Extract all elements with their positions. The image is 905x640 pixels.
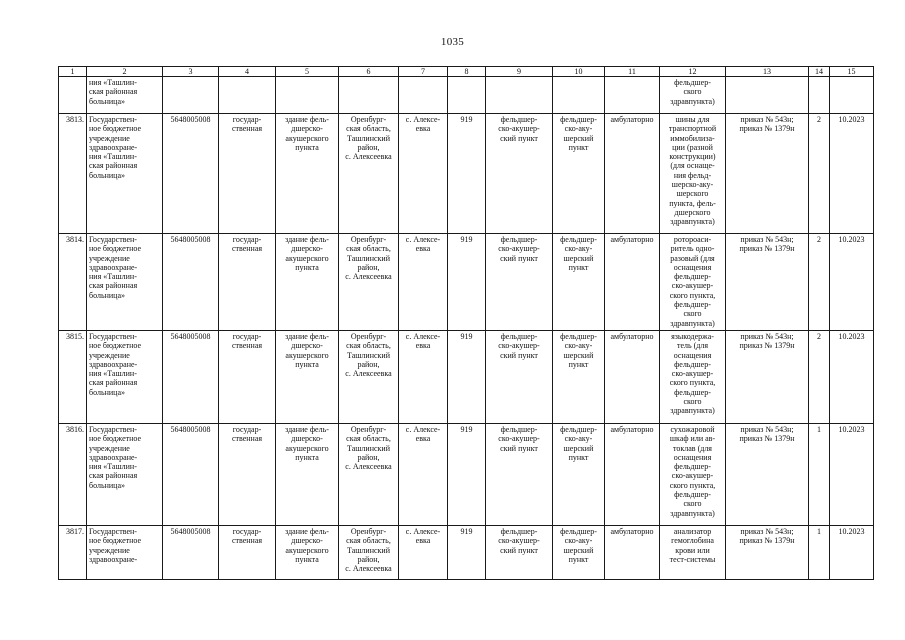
building-cell: здание фель- дшерско- акушерского пункта: [276, 331, 339, 424]
building-cell: здание фель- дшерско- акушерского пункта: [276, 424, 339, 526]
row-number: 3816.: [59, 424, 87, 526]
table-row: [59, 424, 874, 526]
settlement-cell: с. Алексе- евка: [399, 114, 448, 234]
settlement-cell: с. Алексе- евка: [399, 234, 448, 331]
settlement-cell: с. Алексе- евка: [399, 424, 448, 526]
date-cell: 10.2023: [830, 331, 874, 424]
settlement-cell: с. Алексе- евка: [399, 526, 448, 580]
column-number: 15: [830, 67, 874, 77]
quantity-cell: 1: [809, 526, 830, 580]
inn-cell: 5648005008: [163, 526, 219, 580]
ownership-cell: государ- ственная: [219, 234, 276, 331]
department-cell: фельдшер- ско-аку- шерский пункт: [553, 526, 605, 580]
row-number: 3813.: [59, 114, 87, 234]
column-number: 8: [448, 67, 486, 77]
column-number: 1: [59, 67, 87, 77]
row-number: 3814.: [59, 234, 87, 331]
address-cell: Оренбург- ская область, Ташлинский район, с. Алексеевка: [339, 114, 399, 234]
equipment-cell: ротороаси- ритель одно- разовый (для оснащения фельдшер- ско-акушер- ского пункта, фельдшер- ского здравпункта): [660, 234, 726, 331]
date-cell: 10.2023: [830, 526, 874, 580]
org-name-cell: ния «Ташлин- ская районная больница»: [87, 77, 163, 114]
ownership-cell: государ- ственная: [219, 424, 276, 526]
code-cell: 919: [448, 331, 486, 424]
quantity-cell: 1: [809, 424, 830, 526]
address-cell: Оренбург- ская область, Ташлинский район, с. Алексеевка: [339, 331, 399, 424]
column-number: 3: [163, 67, 219, 77]
table-row: [59, 331, 874, 424]
table-row: [59, 526, 874, 580]
column-number: 13: [726, 67, 809, 77]
quantity-cell: 2: [809, 331, 830, 424]
code-cell: 919: [448, 114, 486, 234]
row-number: 3817.: [59, 526, 87, 580]
date-cell: 10.2023: [830, 114, 874, 234]
equipment-cell: фельдшер- ского здравпункта): [660, 77, 726, 114]
org-name-cell: Государствен- ное бюджетное учреждение здравоохране- ния «Ташлин- ская районная больница»: [87, 331, 163, 424]
column-number: 2: [87, 67, 163, 77]
order-cell: приказ № 543н; приказ № 1379н: [726, 114, 809, 234]
building-cell: здание фель- дшерско- акушерского пункта: [276, 234, 339, 331]
building-cell: здание фель- дшерско- акушерского пункта: [276, 526, 339, 580]
org-name-cell: Государствен- ное бюджетное учреждение здравоохране- ния «Ташлин- ская районная больница»: [87, 114, 163, 234]
org-name-cell: Государствен- ное бюджетное учреждение здравоохране- ния «Ташлин- ская районная больница»: [87, 234, 163, 331]
unit-cell: фельдшер- ско-акушер- ский пункт: [486, 114, 553, 234]
equipment-cell: сухожаровой шкаф или ав- токлав (для оснащения фельдшер- ско-акушер- ского пункта, фельдшер- ского здравпункта): [660, 424, 726, 526]
date-cell: 10.2023: [830, 234, 874, 331]
continuation-row: [59, 77, 874, 114]
quantity-cell: 2: [809, 234, 830, 331]
care-type-cell: амбулаторно: [605, 331, 660, 424]
column-number-row: [59, 67, 874, 77]
date-cell: 10.2023: [830, 424, 874, 526]
address-cell: Оренбург- ская область, Ташлинский район, с. Алексеевка: [339, 526, 399, 580]
unit-cell: фельдшер- ско-акушер- ский пункт: [486, 331, 553, 424]
equipment-cell: шины для транспортной иммобилиза- ции (разной конструкции) (для оснаще- ния фельд- шерско-аку- шерского пункта, фель- дшерского здравпункта): [660, 114, 726, 234]
care-type-cell: амбулаторно: [605, 526, 660, 580]
column-number: 9: [486, 67, 553, 77]
department-cell: фельдшер- ско-аку- шерский пункт: [553, 331, 605, 424]
equipment-cell: языкодержа- тель (для оснащения фельдшер- ско-акушер- ского пункта, фельдшер- ского здравпункта): [660, 331, 726, 424]
department-cell: фельдшер- ско-аку- шерский пункт: [553, 424, 605, 526]
order-cell: приказ № 543н; приказ № 1379н: [726, 234, 809, 331]
column-number: 6: [339, 67, 399, 77]
inn-cell: 5648005008: [163, 234, 219, 331]
code-cell: 919: [448, 234, 486, 331]
column-number: 5: [276, 67, 339, 77]
code-cell: 919: [448, 526, 486, 580]
building-cell: здание фель- дшерско- акушерского пункта: [276, 114, 339, 234]
ownership-cell: государ- ственная: [219, 526, 276, 580]
department-cell: фельдшер- ско-аку- шерский пункт: [553, 234, 605, 331]
org-name-cell: Государствен- ное бюджетное учреждение здравоохране- ния «Ташлин- ская районная больница»: [87, 424, 163, 526]
department-cell: фельдшер- ско-аку- шерский пункт: [553, 114, 605, 234]
order-cell: приказ № 543н; приказ № 1379н: [726, 424, 809, 526]
column-number: 12: [660, 67, 726, 77]
order-cell: приказ № 543н; приказ № 1379н: [726, 526, 809, 580]
ownership-cell: государ- ственная: [219, 114, 276, 234]
column-number: 4: [219, 67, 276, 77]
column-number: 10: [553, 67, 605, 77]
quantity-cell: 2: [809, 114, 830, 234]
registry-table: [58, 66, 874, 580]
inn-cell: 5648005008: [163, 424, 219, 526]
inn-cell: 5648005008: [163, 331, 219, 424]
table-row: [59, 234, 874, 331]
org-name-cell: Государствен- ное бюджетное учреждение здравоохране-: [87, 526, 163, 580]
inn-cell: 5648005008: [163, 114, 219, 234]
care-type-cell: амбулаторно: [605, 234, 660, 331]
page-number: 1035: [440, 36, 465, 48]
unit-cell: фельдшер- ско-акушер- ский пункт: [486, 526, 553, 580]
table-row: [59, 114, 874, 234]
address-cell: Оренбург- ская область, Ташлинский район, с. Алексеевка: [339, 234, 399, 331]
column-number: 14: [809, 67, 830, 77]
column-number: 7: [399, 67, 448, 77]
care-type-cell: амбулаторно: [605, 424, 660, 526]
settlement-cell: с. Алексе- евка: [399, 331, 448, 424]
order-cell: приказ № 543н; приказ № 1379н: [726, 331, 809, 424]
column-number: 11: [605, 67, 660, 77]
row-number: 3815.: [59, 331, 87, 424]
unit-cell: фельдшер- ско-акушер- ский пункт: [486, 424, 553, 526]
code-cell: 919: [448, 424, 486, 526]
care-type-cell: амбулаторно: [605, 114, 660, 234]
ownership-cell: государ- ственная: [219, 331, 276, 424]
unit-cell: фельдшер- ско-акушер- ский пункт: [486, 234, 553, 331]
address-cell: Оренбург- ская область, Ташлинский район, с. Алексеевка: [339, 424, 399, 526]
equipment-cell: анализатор гемоглобина крови или тест-системы: [660, 526, 726, 580]
